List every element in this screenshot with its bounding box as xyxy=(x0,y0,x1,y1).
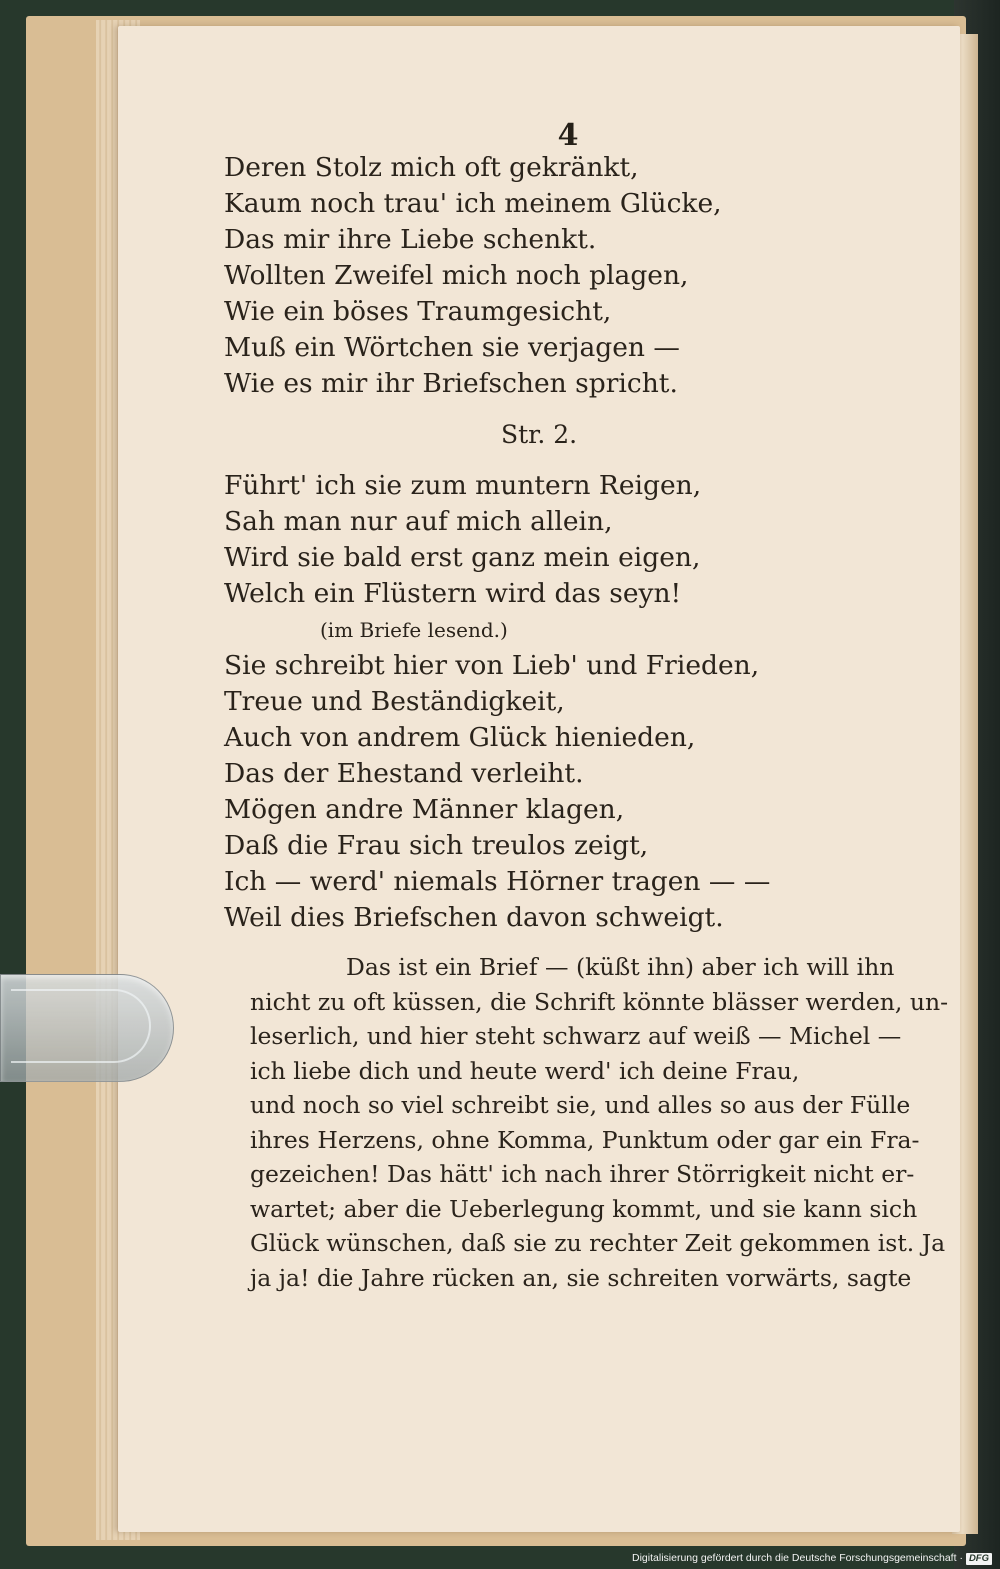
prose-line: gezeichen! Das hätt' ich nach ihrer Störrigkeit nicht er- xyxy=(250,1160,915,1188)
prose-line: nicht zu oft küssen, die Schrift könnte blässer werden, un- xyxy=(250,987,949,1016)
page-holder-clip xyxy=(0,974,174,1082)
prose-line: ja ja! die Jahre rücken an, sie schreiten vorwärts, sagte xyxy=(250,1263,912,1292)
verse-line: Welch ein Flüstern wird das seyn! xyxy=(224,578,682,609)
stage-direction: (im Briefe lesend.) xyxy=(320,618,508,642)
verse-line: Wollten Zweifel mich noch plagen, xyxy=(224,260,689,291)
prose-line: wartet; aber die Ueberlegung kommt, und sie kann sich xyxy=(250,1194,918,1223)
verse-line: Führt' ich sie zum muntern Reigen, xyxy=(224,470,702,501)
verse-line: Daß die Frau sich treulos zeigt, xyxy=(224,830,649,861)
prose-line: ihres Herzens, ohne Komma, Punktum oder gar ein Fra- xyxy=(250,1125,920,1154)
page-number: 4 xyxy=(557,118,579,153)
verse-line: Wie es mir ihr Briefschen spricht. xyxy=(224,368,678,399)
verse-stanza-2 xyxy=(224,468,844,936)
verse-line: Muß ein Wörtchen sie verjagen — xyxy=(224,332,680,363)
prose-line: und noch so viel schreibt sie, und alles so aus der Fülle xyxy=(250,1091,911,1119)
digitization-footer xyxy=(632,1551,992,1565)
verse-line: Deren Stolz mich oft gekränkt, xyxy=(224,152,639,183)
prose-line: Das ist ein Brief — (küßt ihn) aber ich will ihn xyxy=(346,953,895,981)
verse-line: Das der Ehestand verleiht. xyxy=(224,758,584,789)
verse-line: Weil dies Briefschen davon schweigt. xyxy=(224,902,724,933)
verse-line: Mögen andre Männer klagen, xyxy=(224,794,625,825)
stanza-heading: Str. 2. xyxy=(500,420,578,449)
prose-line: Glück wünschen, daß sie zu rechter Zeit gekommen ist. Ja xyxy=(250,1229,946,1257)
dfg-logo-icon: DFG xyxy=(966,1553,992,1565)
verse-line: Sie schreibt hier von Lieb' und Frieden, xyxy=(224,650,760,681)
verse-line: Sah man nur auf mich allein, xyxy=(224,506,613,537)
verse-line: Kaum noch trau' ich meinem Glücke, xyxy=(224,188,722,219)
prose-line: ich liebe dich und heute werd' ich deine Frau, xyxy=(250,1056,800,1085)
verse-line: Wie ein böses Traumgesicht, xyxy=(224,296,612,327)
verse-line: Wird sie bald erst ganz mein eigen, xyxy=(224,542,701,573)
footer-text: Digitalisierung gefördert durch die Deutsche Forschungsgemeinschaft · xyxy=(632,1552,963,1564)
clip-highlight xyxy=(11,989,151,1063)
verse-line: Ich — werd' niemals Hörner tragen — — xyxy=(224,866,771,897)
verse-line: Auch von andrem Glück hienieden, xyxy=(224,722,696,753)
prose-paragraph xyxy=(250,950,949,1295)
prose-line: leserlich, und hier steht schwarz auf weiß — Michel — xyxy=(250,1022,902,1050)
verse-stanza-1 xyxy=(224,150,844,402)
verse-line: Das mir ihre Liebe schenkt. xyxy=(224,224,597,255)
verse-line: Treue und Beständigkeit, xyxy=(224,686,565,717)
